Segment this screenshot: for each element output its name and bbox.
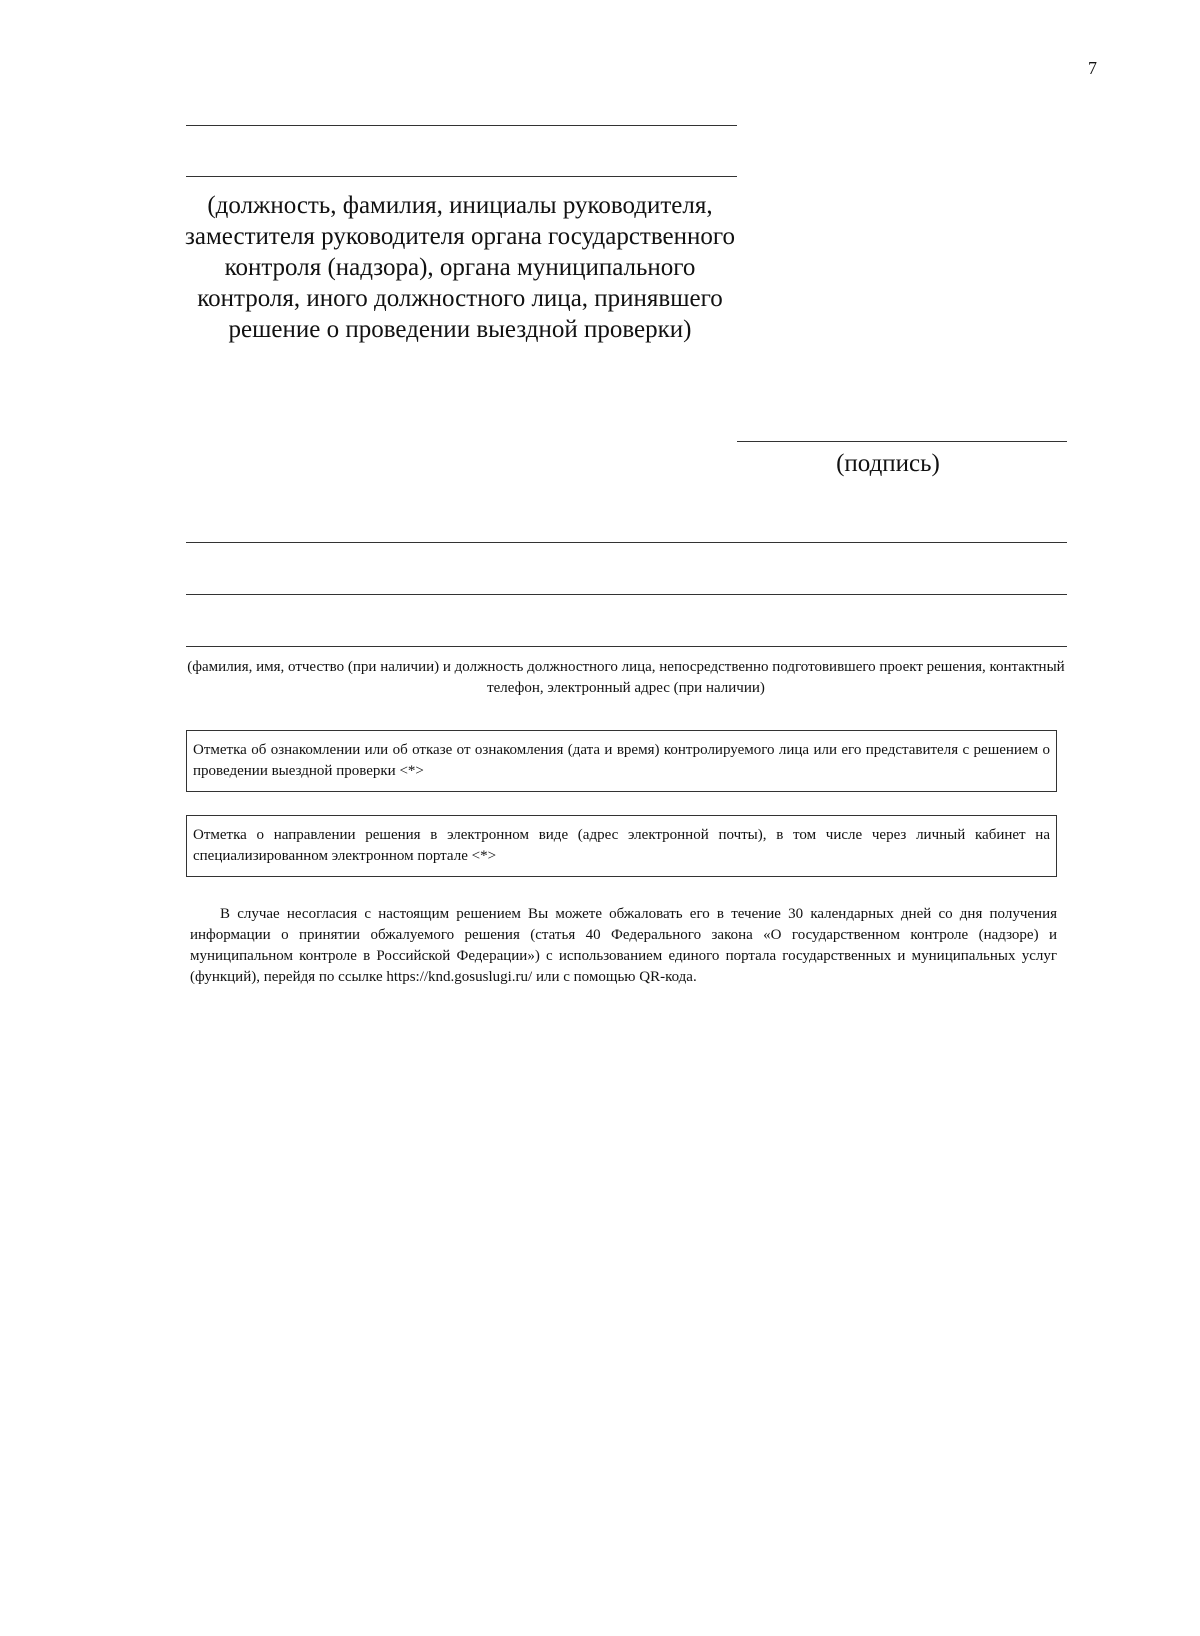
official-blank-line-2 [186,176,737,177]
page-number: 7 [1088,58,1097,78]
electronic-delivery-mark-box [186,815,1057,877]
appeal-notice: В случае несогласия с настоящим решением Вы можете обжаловать его в течение 30 календарных дней со дня получения информации о принятии обжалуемого решения (статья 40 Федерального закона «О государственном контроле (надзоре) и муниципальном контроле в Российской Федерации») с использованием единого портала государственных и муниципальных услуг (функций), перейдя по ссылке https://knd.gosuslugi.ru/ или с помощью QR-кода. [190,906,1057,985]
acknowledgement-mark-box [186,730,1057,792]
official-blank-line-1 [186,125,737,126]
preparer-blank-line-3 [186,646,1067,647]
signature-caption: (подпись) [836,450,940,477]
official-caption: (должность, фамилия, инициалы руководителя, заместителя руководителя органа государственного контроля (надзора), органа муниципального контроля, иного должностного лица, принявшего решение о проведении выездной проверки) [185,192,735,343]
preparer-blank-line-1 [186,542,1067,543]
preparer-caption: (фамилия, имя, отчество (при наличии) и должность должностного лица, непосредственно подготовившего проект решения, контактный телефон, электронный адрес (при наличии) [187,659,1065,696]
preparer-blank-line-2 [186,594,1067,595]
acknowledgement-mark-text: Отметка об ознакомлении или об отказе от ознакомления (дата и время) контролируемого лица или его представителя с решением о проведении выездной проверки <*> [193,742,1050,779]
electronic-delivery-mark-text: Отметка о направлении решения в электронном виде (адрес электронной почты), в том числе через личный кабинет на специализированном электронном портале <*> [193,827,1050,864]
signature-blank-line [737,441,1067,442]
